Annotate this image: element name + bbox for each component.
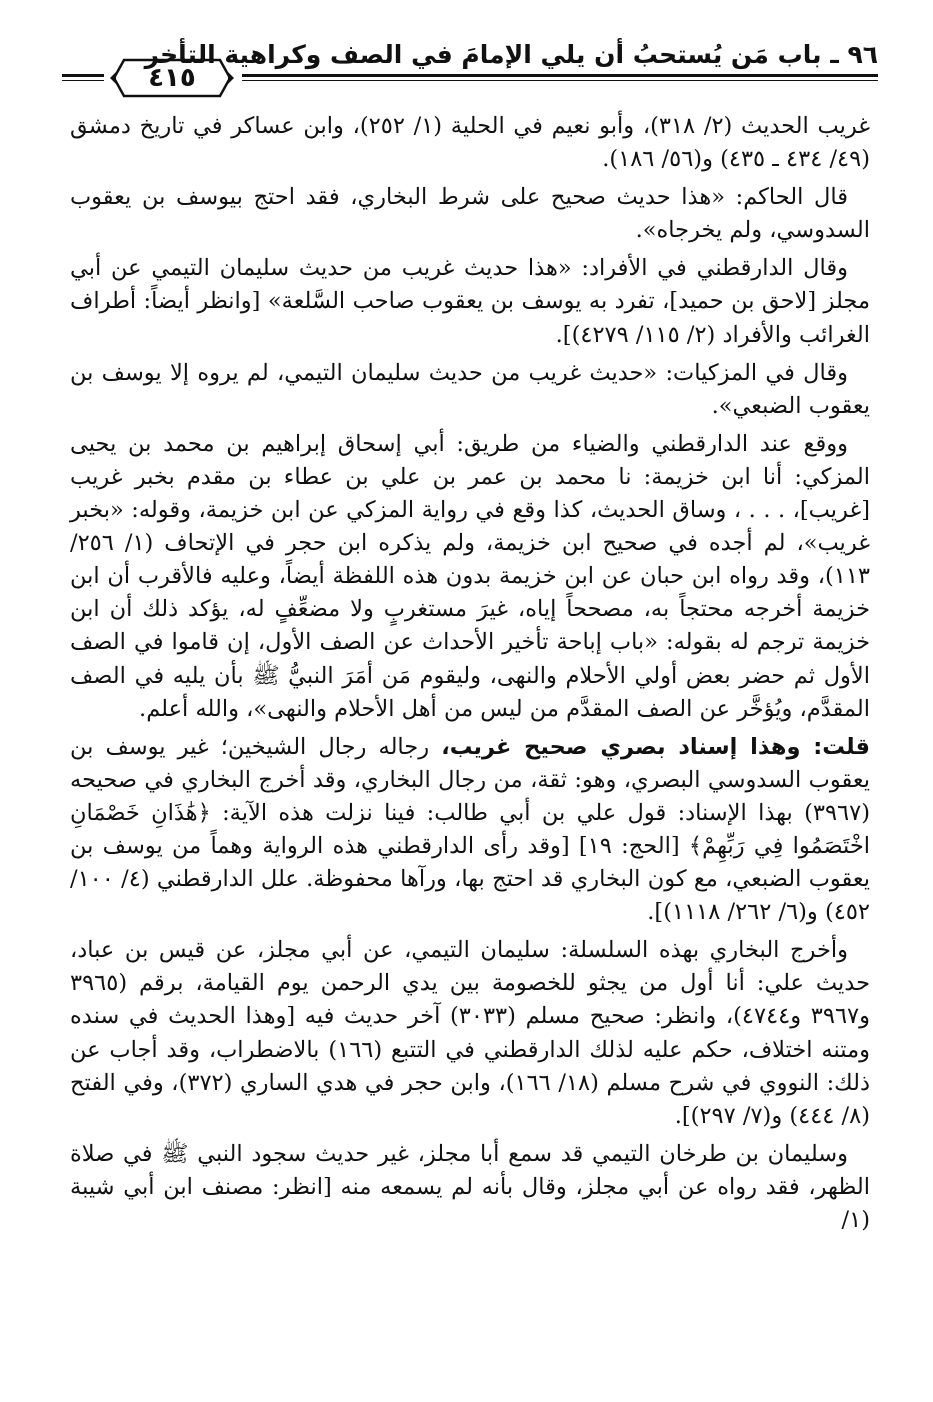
paragraph-6-text: رجاله رجال الشيخين؛ غير يوسف بن يعقوب السدوسي البصري، وهو: ثقة، من رجال البخاري، وقد أخرج البخاري في صحيحه (٣٩٦٧) بهذا الإسناد: قول علي بن أبي طالب: فينا نزلت هذه الآية: ﴿هَٰذَانِ خَصْمَانِ اخْتَصَمُوا فِي رَبِّهِمْ﴾ [الحج: ١٩] [وقد رأى الدارقطني هذه الرواية وهماً من يوسف بن يعقوب الضبعي، مع كون البخاري قد احتج بها، ورآها محفوظة. علل الدارقطني (٤/ ١٠٠/ ٤٥٢) و(٦/ ٢٦٢/ ١١١٨)].	[70, 733, 870, 926]
paragraph-3: وقال الدارقطني في الأفراد: «هذا حديث غريب من حديث سليمان التيمي عن أبي مجلز [لاحق بن حميد]، تفرد به يوسف بن يعقوب صاحب السَّلعة» [وانظر أيضاً: أطراف الغرائب والأفراد (٢/ ١١٥/ ٤٢٧٩)].	[70, 255, 870, 348]
paragraph-7: وأخرج البخاري بهذه السلسلة: سليمان التيمي، عن أبي مجلز، عن قيس بن عباد، حديث علي: أنا أول من يجثو للخصومة بين يدي الرحمن يوم القيامة، برقم (٣٩٦٥ و٣٩٦٧ و٤٧٤٤)، وانظر: صحيح مسلم (٣٠٣٣) آخر حديث فيه [وهذا الحديث في سنده ومتنه اختلاف، حكم عليه لذلك الدارقطني في التتبع (١٦٦) بالاضطراب، وقد أجاب عن ذلك: النووي في شرح مسلم (١٨/ ١٦٦)، وابن حجر في هدي الساري (٣٧٢)، وفي الفتح (٨/ ٤٤٤) و(٧/ ٢٩٧)].	[70, 937, 870, 1129]
header-rule-left-thin	[62, 80, 104, 81]
paragraph-8: وسليمان بن طرخان التيمي قد سمع أبا مجلز، غير حديث سجود النبي ﷺ في صلاة الظهر، فقد رواه عن أبي مجلز، وقال بأنه لم يسمعه منه [انظر: مصنف ابن أبي شيبة (١/	[70, 1140, 870, 1233]
paragraph-6-lead: قلت: وهذا إسناد بصري صحيح غريب،	[441, 733, 870, 760]
page-number-badge	[110, 56, 234, 100]
paragraph-1: غريب الحديث (٢/ ٣١٨)، وأبو نعيم في الحلية (١/ ٢٥٢)، وابن عساكر في تاريخ دمشق (٤٩/ ٤٣٤ ـ ٤٣٥) و(٥٦/ ١٨٦).	[70, 113, 871, 173]
header-rule-thin	[242, 80, 878, 81]
header-rule-left	[62, 74, 104, 77]
page-number: ٤١٥	[148, 63, 196, 93]
chapter-title: ٩٦ ـ باب مَن يُستحبُ أن يلي الإمامَ في الصف وكراهية التأخر	[144, 40, 878, 69]
page-body	[70, 110, 870, 1242]
page-header	[62, 38, 878, 98]
paragraph-4: وقال في المزكيات: «حديث غريب من حديث سليمان التيمي، لم يروه إلا يوسف بن يعقوب الضبعي».	[70, 359, 870, 419]
paragraph-2: قال الحاكم: «هذا حديث صحيح على شرط البخاري، فقد احتج بيوسف بن يعقوب السدوسي، ولم يخرجاه».	[70, 184, 870, 244]
paragraph-6	[70, 731, 870, 930]
header-rule	[242, 74, 878, 77]
paragraph-5: ووقع عند الدارقطني والضياء من طريق: أبي إسحاق إبراهيم بن محمد بن يحيى المزكي: أنا ابن خزيمة: نا محمد بن عمر بن علي بن عطاء بن مقدم بخبر غريب [غريب]، . . . ، وساق الحديث، كذا وقع في رواية المزكي عن ابن خزيمة، وقوله: «بخبر غريب»، لم أجده في صحيح ابن خزيمة، ولم يذكره ابن حجر في الإتحاف (١/ ٢٥٦/ ١١٣)، وقد رواه ابن حبان عن ابن خزيمة بدون هذه اللفظة أيضاً، وعليه فالأقرب أن ابن خزيمة أخرجه محتجاً به، مصححاً إياه، غيرَ مستغربٍ ولا مضعِّفٍ له، يؤكد ذلك أن ابن خزيمة ترجم له بقوله: «باب إباحة تأخير الأحداث عن الصف الأول، إن قاموا في الصف الأول ثم حضر بعض أولي الأحلام والنهى، وليقوم مَن أمَرَ النبيُّ ﷺ بأن يليه في الصف المقدَّم، ويُؤخَّر عن الصف المقدَّم من ليس من أهل الأحلام والنهى»، والله أعلم.	[70, 430, 871, 722]
